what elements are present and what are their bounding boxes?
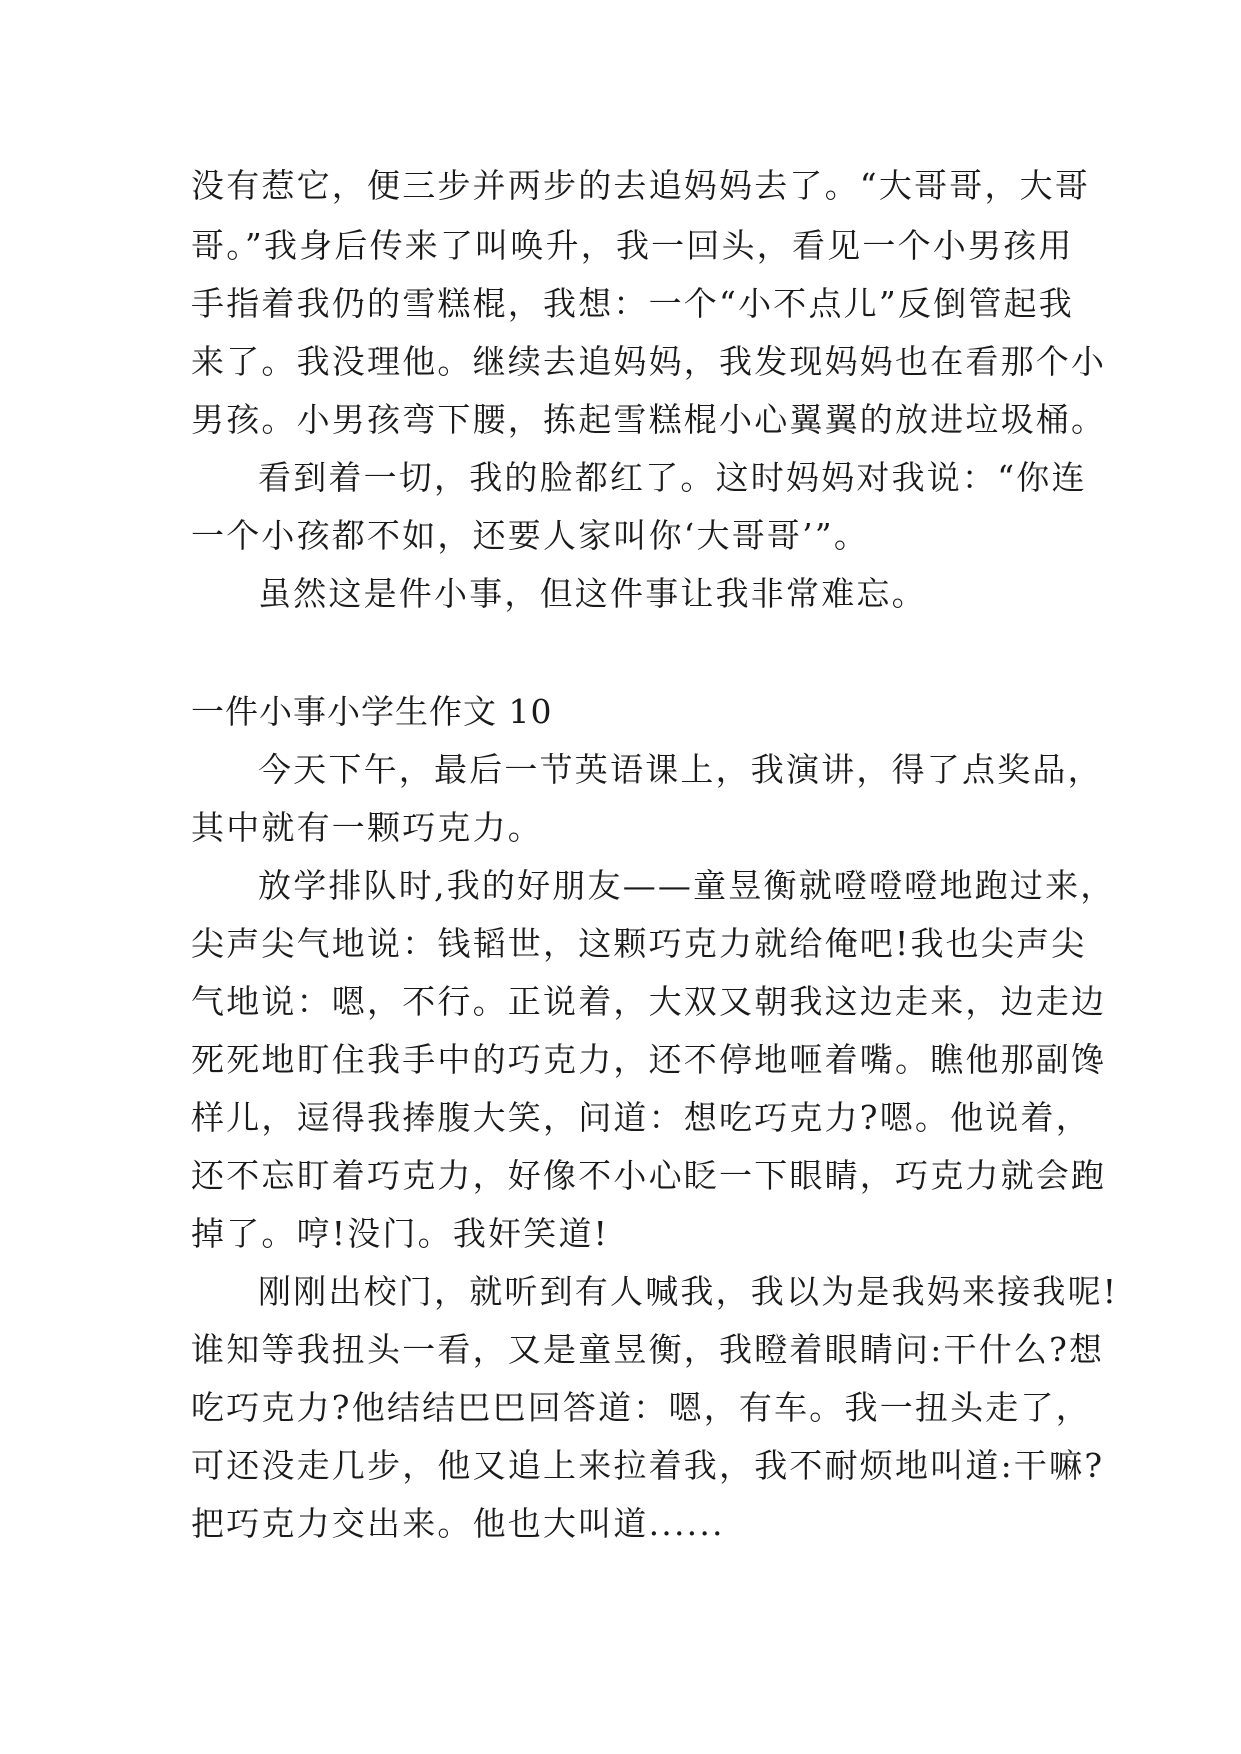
paragraph-first-line: 放学排队时,我的好朋友——童昱衡就噔噔噔地跑过来， [258,866,1116,905]
text-line: 可还没走几步，他又追上来拉着我，我不耐烦地叫道:干嘛? [191,1446,1105,1485]
text-line: 谁知等我扭头一看，又是童昱衡，我瞪着眼睛问:干什么?想 [191,1330,1105,1369]
paragraph-first-line: 看到着一切，我的脸都红了。这时妈妈对我说：“你连 [258,458,1087,497]
paragraph-first-line: 今天下午，最后一节英语课上，我演讲，得了点奖品， [258,750,1103,789]
text-line: 哥。”我身后传来了叫唤升，我一回头，看见一个小男孩用 [191,226,1074,265]
text-line: 掉了。哼!没门。我奸笑道! [191,1214,610,1253]
text-line: 吃巧克力?他结结巴巴回答道：嗯，有车。我一扭头走了， [191,1388,1091,1427]
text-line: 男孩。小男孩弯下腰，拣起雪糕棍小心翼翼的放进垃圾桶。 [191,400,1107,439]
text-line: 来了。我没理他。继续去追妈妈，我发现妈妈也在看那个小 [191,342,1107,381]
text-line: 没有惹它，便三步并两步的去追妈妈去了。“大哥哥，大哥 [191,166,1091,205]
text-line: 把巧克力交出来。他也大叫道...... [191,1504,725,1543]
text-line: 尖声尖气地说：钱韬世，这颗巧克力就给俺吧!我也尖声尖 [191,924,1087,963]
text-line: 其中就有一颗巧克力。 [191,808,543,847]
paragraph-first-line: 刚刚出校门，就听到有人喊我，我以为是我妈来接我呢! [258,1272,1119,1311]
paragraph-first-line: 虽然这是件小事，但这件事让我非常难忘。 [258,574,927,613]
text-line: 样儿，逗得我捧腹大笑，问道：想吃巧克力?嗯。他说着， [191,1098,1091,1137]
text-line: 还不忘盯着巧克力，好像不小心眨一下眼睛，巧克力就会跑 [191,1156,1107,1195]
text-line: 一个小孩都不如，还要人家叫你‘大哥哥’”。 [191,516,870,555]
text-line: 手指着我仍的雪糕棍，我想：一个“小不点儿”反倒管起我 [191,284,1074,323]
text-line: 气地说：嗯，不行。正说着，大双又朝我这边走来，边走边 [191,982,1107,1021]
text-line: 死死地盯住我手中的巧克力，还不停地咂着嘴。瞧他那副馋 [191,1040,1107,1079]
section-heading: 一件小事小学生作文 10 [191,692,553,731]
